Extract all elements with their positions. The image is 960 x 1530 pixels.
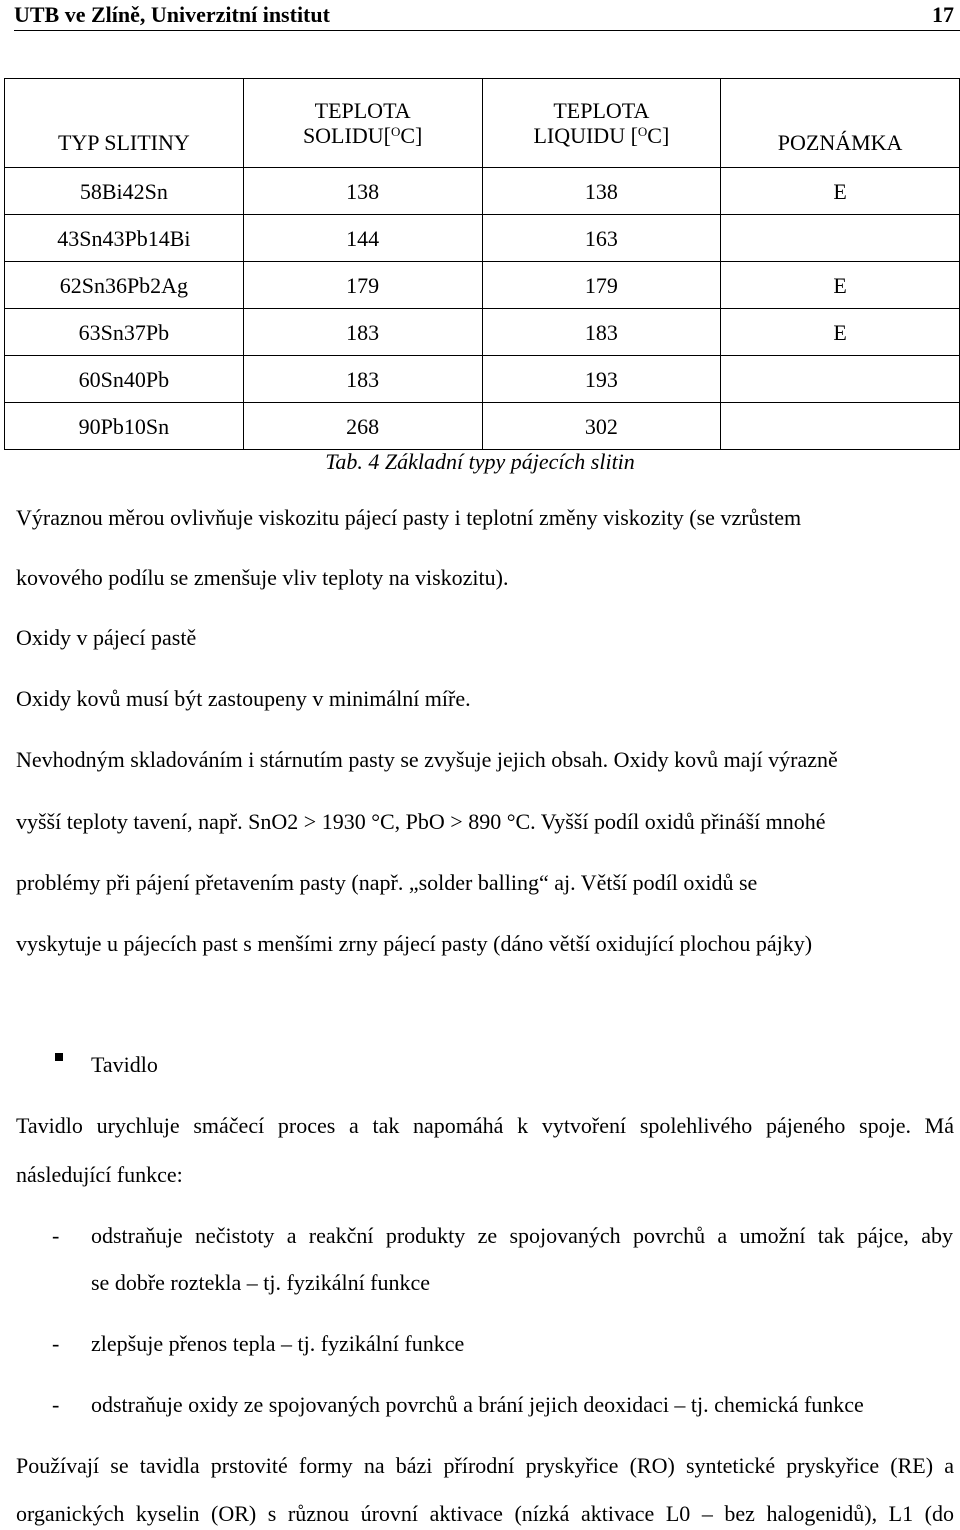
cell-liquidus: 179 [482, 262, 721, 309]
table-row [5, 168, 960, 215]
table-header-row [5, 79, 960, 168]
paragraph-line: Oxidy kovů musí být zastoupeny v minimální míře. [16, 686, 471, 711]
cell-note: E [721, 168, 960, 215]
cell-type: 60Sn40Pb [5, 356, 244, 403]
col-header-liquidus: TEPLOTA LIQUIDU [$^O$C] [482, 79, 721, 168]
cell-liquidus: 138 [482, 168, 721, 215]
cell-note [721, 403, 960, 450]
cell-note: E [721, 262, 960, 309]
paragraph-line: následující funkce: [16, 1162, 183, 1187]
square-bullet-icon [55, 1053, 63, 1061]
list-item-continuation: se dobře roztekla – tj. fyzikální funkce [91, 1270, 431, 1295]
cell-solidus: 183 [243, 309, 482, 356]
list-dash: - [52, 1331, 60, 1356]
cell-liquidus: 302 [482, 403, 721, 450]
table-row [5, 356, 960, 403]
cell-solidus: 268 [243, 403, 482, 450]
cell-type: 90Pb10Sn [5, 403, 244, 450]
paragraph-line: vyšší teploty tavení, např. SnO2 > 1930 °C, PbO > 890 °C. Vyšší podíl oxidů přináší mnohé [16, 809, 826, 834]
col-header-note: POZNÁMKA [721, 79, 960, 168]
cell-liquidus: 193 [482, 356, 721, 403]
page-number: 17 [932, 2, 954, 27]
paragraph-line: Používají se tavidla prstovité formy na bázi přírodní pryskyřice (RO) syntetické pryskyřice (RE) a [16, 1453, 954, 1478]
section-heading-flux: Tavidlo [91, 1052, 158, 1077]
cell-type: 63Sn37Pb [5, 309, 244, 356]
list-item: zlepšuje přenos tepla – tj. fyzikální funkce [91, 1331, 465, 1356]
paragraph-line: kovového podílu se zmenšuje vliv teploty na viskozitu). [16, 565, 509, 590]
col-header-type: TYP SLITINY [5, 79, 244, 168]
cell-liquidus: 183 [482, 309, 721, 356]
table-caption: Tab. 4 Základní typy pájecích slitin [325, 449, 635, 474]
paragraph-line: organických kyselin (OR) s různou úrovní aktivace (nízká aktivace L0 – bez halogenidů), L1 (do [16, 1501, 954, 1526]
cell-note [721, 356, 960, 403]
col-header-solidus: TEPLOTA SOLIDU[$^O$C] [243, 79, 482, 168]
section-heading-oxides: Oxidy v pájecí pastě [16, 625, 197, 650]
list-dash: - [52, 1223, 60, 1248]
alloy-table [4, 78, 960, 450]
cell-note [721, 215, 960, 262]
cell-type: 58Bi42Sn [5, 168, 244, 215]
table-row [5, 215, 960, 262]
paragraph-line: Tavidlo urychluje smáčecí proces a tak napomáhá k vytvoření spolehlivého pájeného spoje. Má [16, 1113, 954, 1138]
cell-liquidus: 163 [482, 215, 721, 262]
list-item: odstraňuje nečistoty a reakční produkty ze spojovaných povrchů a umožní tak pájce, aby [91, 1223, 953, 1248]
cell-type: 43Sn43Pb14Bi [5, 215, 244, 262]
header-title: UTB ve Zlíně, Univerzitní institut [14, 2, 330, 27]
paragraph-line: problémy při pájení přetavením pasty (např. „solder balling“ aj. Větší podíl oxidů se [16, 870, 758, 895]
list-item: odstraňuje oxidy ze spojovaných povrchů a brání jejich deoxidaci – tj. chemická funkce [91, 1392, 864, 1417]
header-rule [14, 30, 960, 31]
table-row [5, 262, 960, 309]
cell-solidus: 144 [243, 215, 482, 262]
cell-solidus: 138 [243, 168, 482, 215]
list-dash: - [52, 1392, 60, 1417]
cell-type: 62Sn36Pb2Ag [5, 262, 244, 309]
paragraph-line: Výraznou měrou ovlivňuje viskozitu pájecí pasty i teplotní změny viskozity (se vzrůstem [16, 505, 802, 530]
cell-solidus: 179 [243, 262, 482, 309]
table-row [5, 309, 960, 356]
paragraph-line: Nevhodným skladováním i stárnutím pasty se zvyšuje jejich obsah. Oxidy kovů mají výrazně [16, 747, 838, 772]
cell-solidus: 183 [243, 356, 482, 403]
cell-note: E [721, 309, 960, 356]
paragraph-line: vyskytuje u pájecích past s menšími zrny pájecí pasty (dáno větší oxidující plochou pájky) [16, 931, 813, 956]
page-header [14, 0, 960, 30]
table-row [5, 403, 960, 450]
